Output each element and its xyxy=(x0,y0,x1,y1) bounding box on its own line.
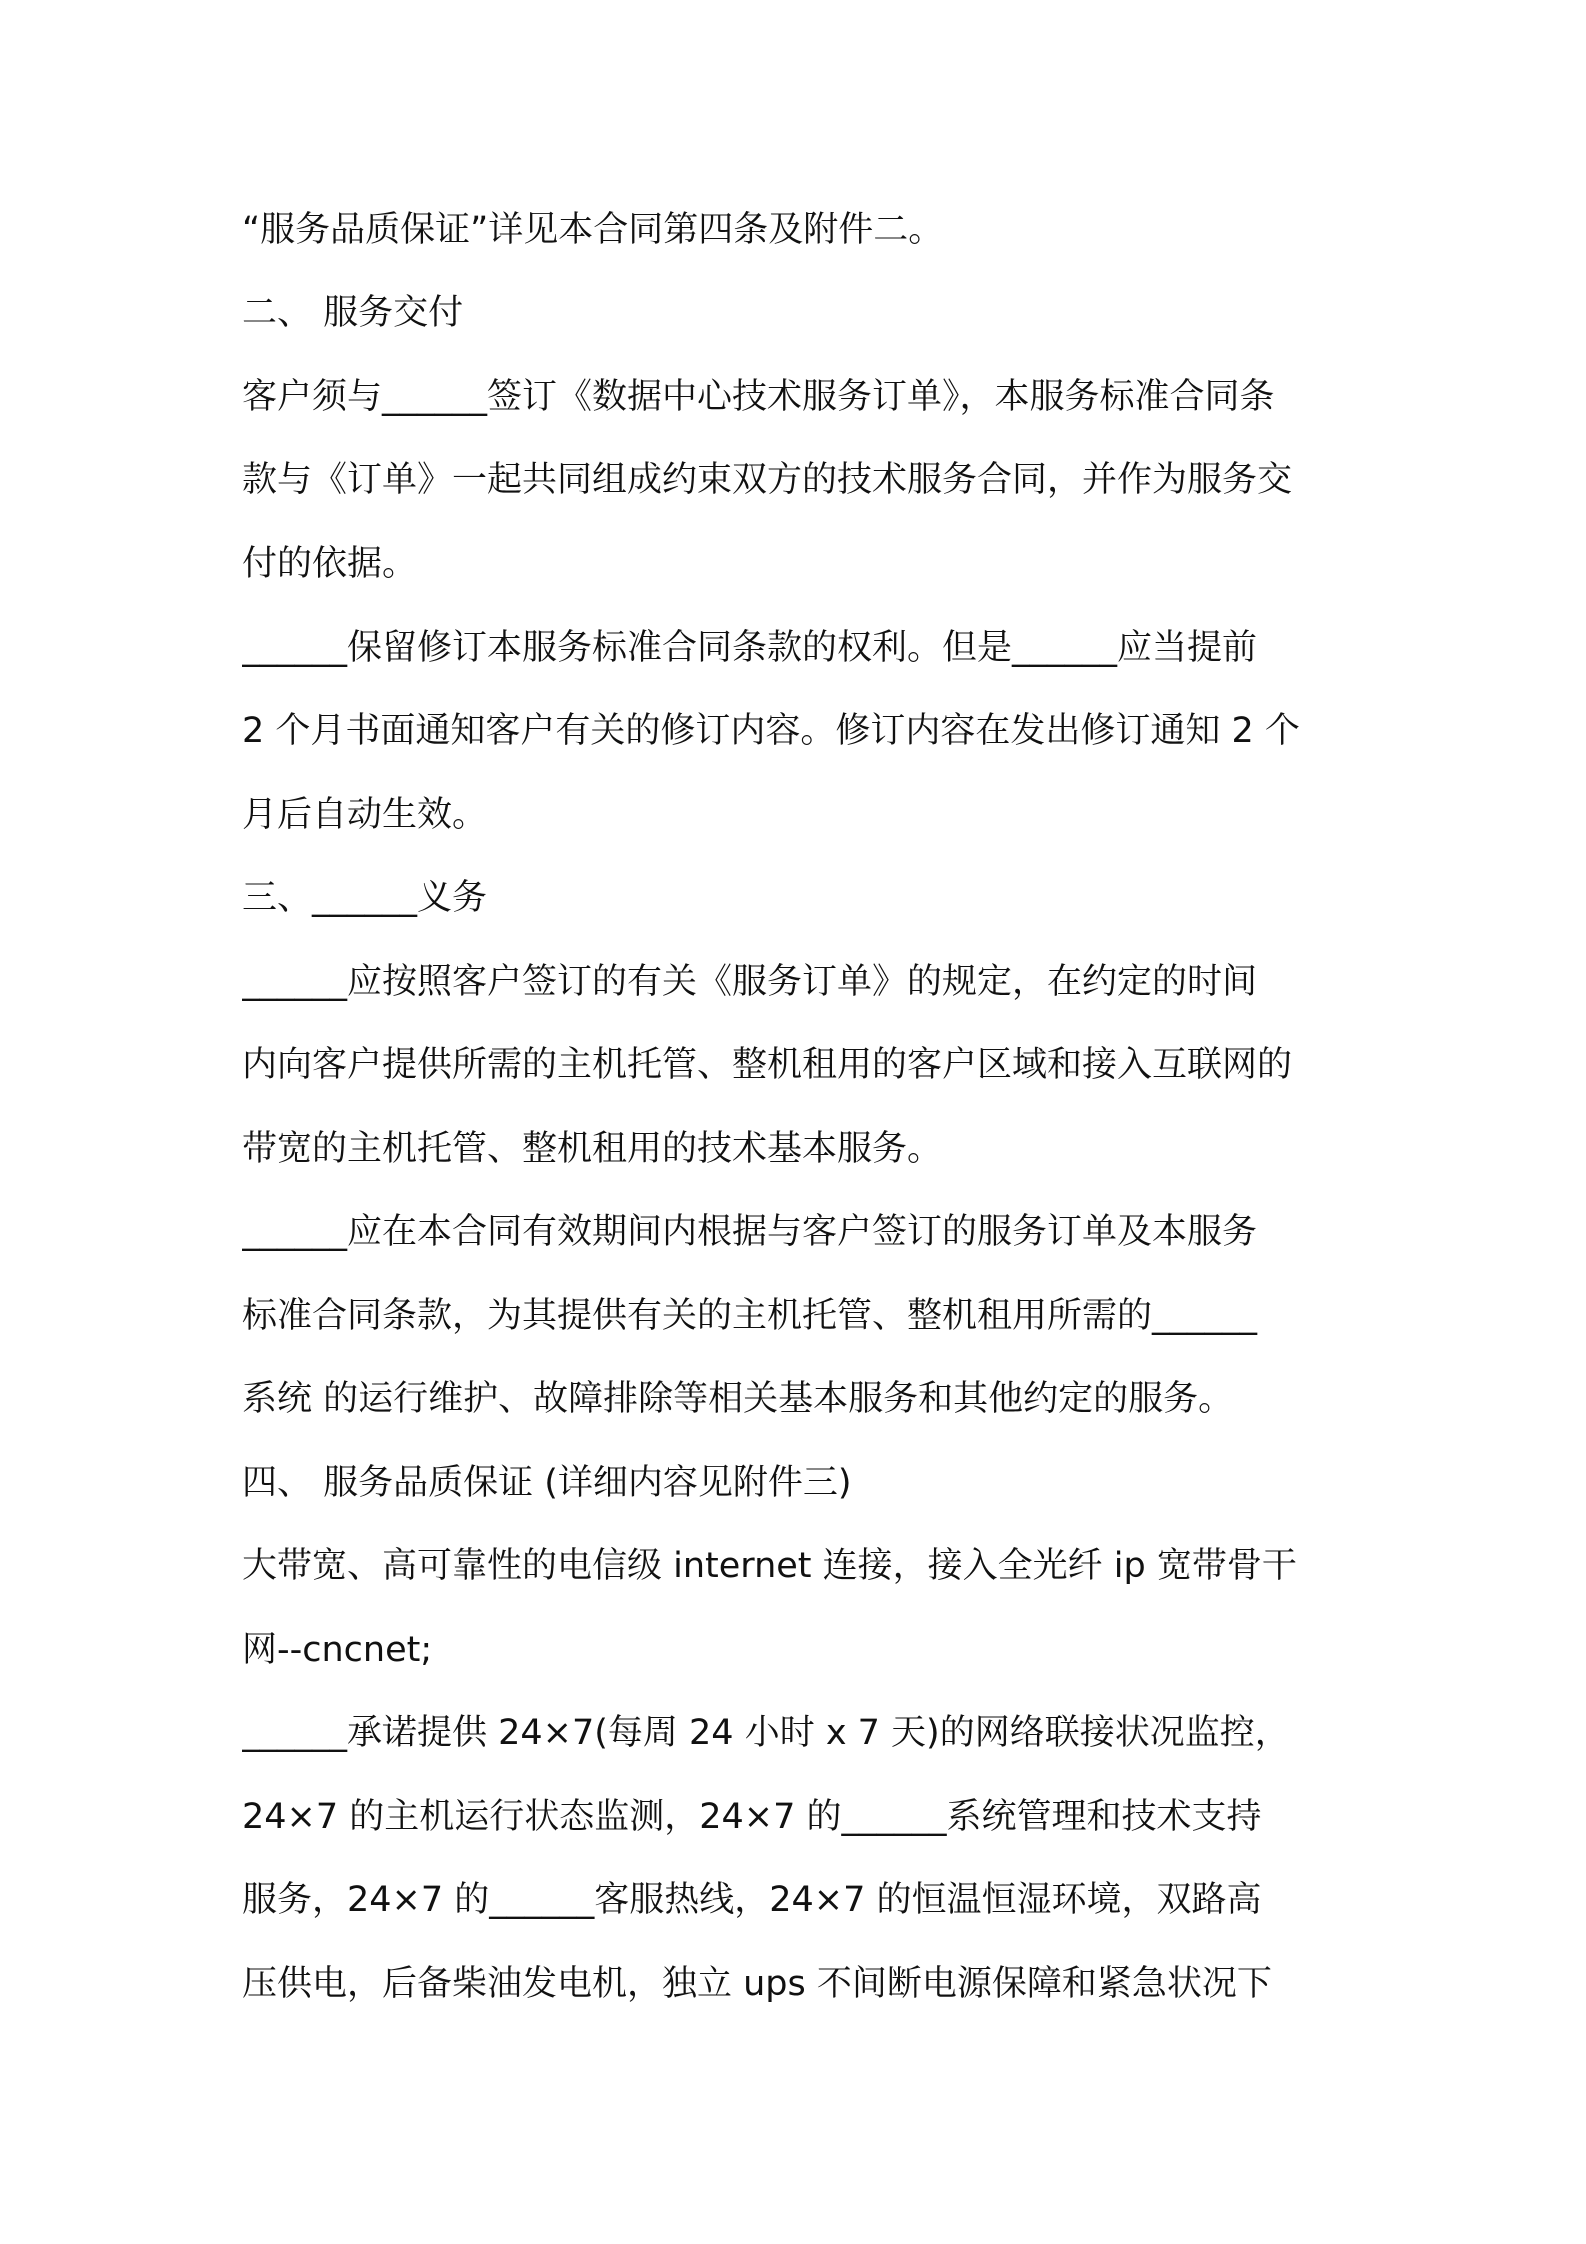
section-heading-2: 二、 服务交付 xyxy=(242,293,464,333)
text-line-10: ______应按照客户签订的有关《服务订单》的规定，在约定的时间 xyxy=(242,962,1258,1002)
text-line-1: “服务品质保证”详见本合同第四条及附件二。 xyxy=(242,210,944,250)
text-line-4: 款与《订单》一起共同组成约束双方的技术服务合同，并作为服务交 xyxy=(242,460,1293,500)
text-line-20: 24×7 的主机运行状态监测，24×7 的______系统管理和技术支持 xyxy=(242,1797,1262,1837)
text-line-5: 付的依据。 xyxy=(242,544,418,584)
text-line-22: 压供电，后备柴油发电机，独立 ups 不间断电源保障和紧急状况下 xyxy=(242,1964,1272,2004)
text-line-7: 2 个月书面通知客户有关的修订内容。修订内容在发出修订通知 2 个 xyxy=(242,711,1300,751)
text-line-15: 系统 的运行维护、故障排除等相关基本服务和其他约定的服务。 xyxy=(242,1379,1234,1419)
text-line-14: 标准合同条款，为其提供有关的主机托管、整机租用所需的______ xyxy=(242,1296,1258,1336)
text-line-21: 服务，24×7 的______客服热线，24×7 的恒温恒湿环境，双路高 xyxy=(242,1880,1262,1920)
text-line-12: 带宽的主机托管、整机租用的技术基本服务。 xyxy=(242,1129,943,1169)
text-line-6: ______保留修订本服务标准合同条款的权利。但是______应当提前 xyxy=(242,628,1258,668)
text-line-8: 月后自动生效。 xyxy=(242,795,488,835)
text-line-19: ______承诺提供 24×7(每周 24 小时 x 7 天)的网络联接状况监控， xyxy=(242,1713,1290,1753)
text-line-18: 网--cncnet; xyxy=(242,1630,433,1670)
section-heading-3: 三、______义务 xyxy=(242,878,488,918)
text-line-17: 大带宽、高可靠性的电信级 internet 连接，接入全光纤 ip 宽带骨干 xyxy=(242,1546,1297,1586)
section-heading-4: 四、 服务品质保证 (详细内容见附件三) xyxy=(242,1463,852,1503)
text-line-13: ______应在本合同有效期间内根据与客户签订的服务订单及本服务 xyxy=(242,1212,1258,1252)
text-line-3: 客户须与______签订《数据中心技术服务订单》，本服务标准合同条 xyxy=(242,377,1275,417)
text-line-11: 内向客户提供所需的主机托管、整机租用的客户区域和接入互联网的 xyxy=(242,1045,1293,1085)
